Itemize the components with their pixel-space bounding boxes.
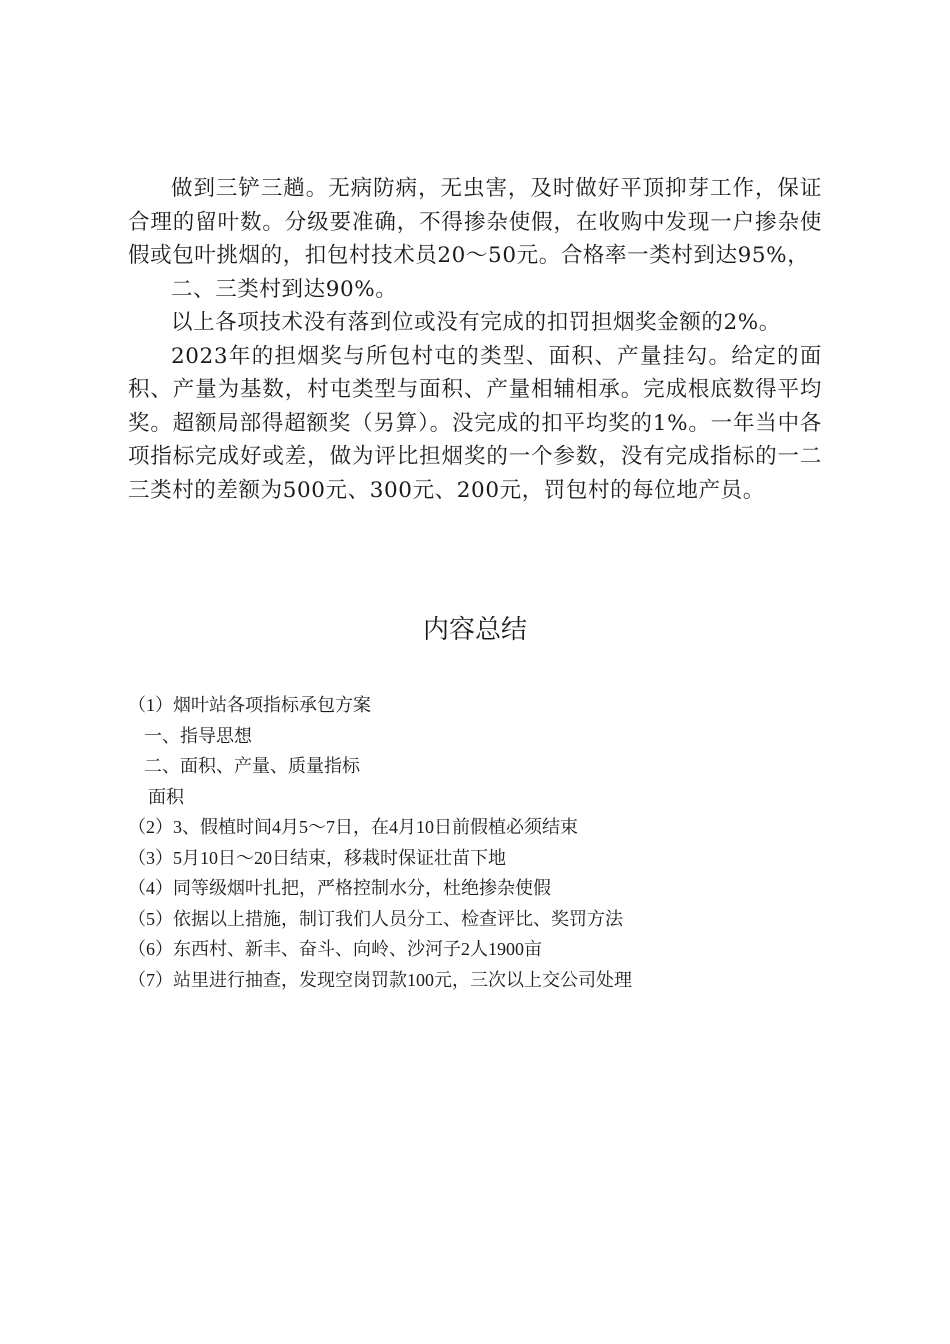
summary-item: （2）3、假植时间4月5～7日，在4月10日前假植必须结束: [128, 817, 578, 837]
paragraph: 做到三铲三趟。无病防病，无虫害，及时做好平顶抑芽工作，保证合理的留叶数。分级要准确，不得掺杂使假，在收购中发现一户掺杂使假或包叶挑烟的，扣包村技术员20～50元。合格率一类村到达95%，: [128, 176, 822, 268]
paragraph: 以上各项技术没有落到位或没有完成的扣罚担烟奖金额的2%。: [171, 310, 781, 335]
summary-item: （5）依据以上措施，制订我们人员分工、检查评比、奖罚方法: [128, 908, 623, 929]
summary-item: （1）烟叶站各项指标承包方案: [128, 695, 371, 715]
summary-item: 二、面积、产量、质量指标: [144, 756, 360, 776]
summary-title: 内容总结: [422, 615, 527, 645]
paragraph: 二、三类村到达90%。: [171, 276, 398, 302]
body-text: [128, 172, 822, 507]
summary-item: 面积: [148, 786, 184, 807]
summary-item: （3）5月10日～20日结束，移栽时保证壮苗下地: [128, 847, 506, 868]
summary-item: （6）东西村、新丰、奋斗、向岭、沙河子2人1900亩: [128, 939, 542, 959]
summary-item: 一、指导思想: [144, 725, 252, 746]
paragraph: 2023年的担烟奖与所包村屯的类型、面积、产量挂勾。给定的面积、产量为基数，村屯类型与面积、产量相辅相承。完成根底数得平均奖。超额局部得超额奖（另算）。没完成的扣平均奖的1%。一年当中各项指标完成好或差，做为评比担烟奖的一个参数，没有完成指标的一二三类村的差额为500元、300元、200元，罚包村的每位地产员。: [128, 343, 822, 503]
summary-list: [128, 690, 828, 995]
summary-item: （4）同等级烟叶扎把，严格控制水分，杜绝掺杂使假: [128, 878, 551, 898]
summary-item: （7）站里进行抽查，发现空岗罚款100元，三次以上交公司处理: [128, 969, 632, 990]
